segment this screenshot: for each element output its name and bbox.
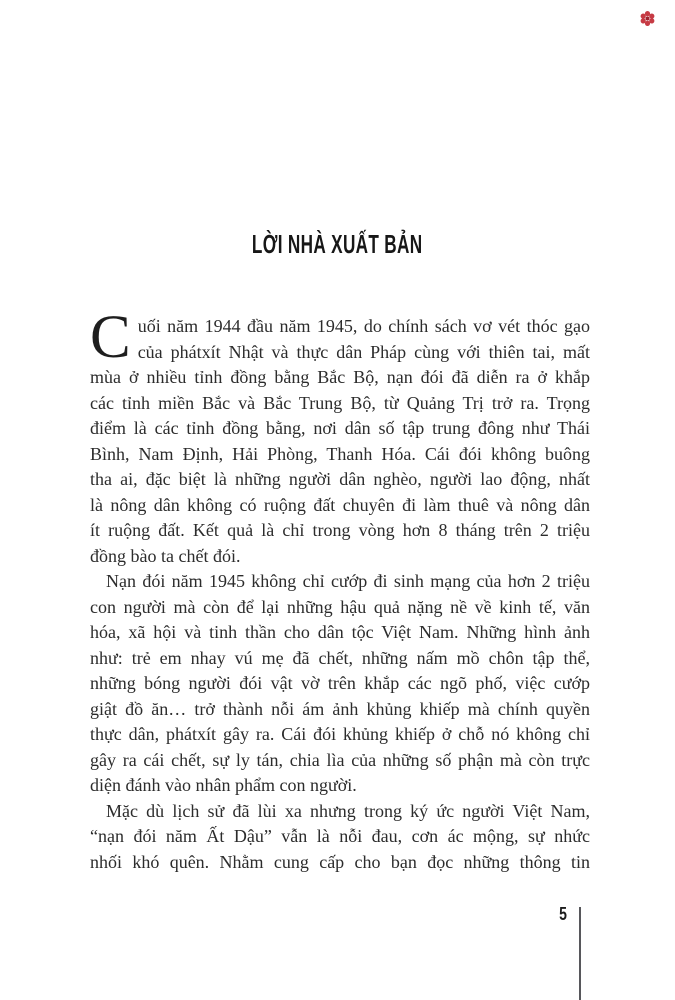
text-line: hóa, xã hội và tinh thần cho dân tộc Việt Nam. Những hình ảnh: [90, 622, 590, 642]
text-line: Mặc dù lịch sử đã lùi xa nhưng trong ký ức người Việt Nam,: [106, 800, 590, 821]
text-line: gây ra cái chết, sự ly tán, chia lìa của những số phận mà còn trực: [90, 749, 590, 770]
text-line: như: trẻ em nhay vú mẹ đã chết, những nấm mồ chôn tập thể,: [90, 647, 590, 668]
text-line: tha ai, đặc biệt là những người dân nghèo, người lao động, nhất: [90, 469, 590, 489]
text-line: uối năm 1944 đầu năm 1945, do chính sách vơ vét thóc gạo: [137, 316, 590, 336]
text-line: điểm là các tỉnh đồng bằng, nơi dân số tập trung đông như Thái: [90, 418, 590, 438]
flower-icon: [639, 10, 656, 27]
text-line: Nạn đói năm 1945 không chỉ cướp đi sinh mạng của hơn 2 triệu: [106, 571, 590, 591]
text-line: những bóng người đói vật vờ trên khắp các ngõ phố, việc cướp: [90, 673, 590, 693]
text-line: đồng bào ta chết đói.: [90, 545, 241, 566]
text-line: nhối khó quên. Nhằm cung cấp cho bạn đọc những thông tin: [90, 851, 590, 872]
text-line: thực dân, phátxít gây ra. Cái đói khủng khiếp ở chỗ nó không chỉ: [90, 724, 590, 744]
drop-cap: C: [90, 304, 131, 371]
text-line: diện đánh vào nhân phẩm con người.: [90, 775, 357, 795]
page-title-text: LỜI NHÀ XUẤT BẢN: [252, 229, 423, 259]
text-line: Bình, Nam Định, Hải Phòng, Thanh Hóa. Cái đói không buông: [90, 443, 590, 464]
text-line: là nông dân không có ruộng đất chuyên đi làm thuê và nông dân: [90, 494, 590, 515]
text-line: “nạn đói năm Ất Dậu” vẫn là nỗi đau, cơn ác mộng, sự nhức: [90, 826, 590, 846]
text-line: các tỉnh miền Bắc và Bắc Trung Bộ, từ Quảng Trị trở ra. Trọng: [90, 392, 590, 413]
paragraph: [90, 799, 590, 876]
text-line: con người mà còn để lại những hậu quả nặng nề về kinh tế, văn: [90, 596, 590, 617]
text-line: ít ruộng đất. Kết quả là chỉ trong vòng hơn 8 tháng trên 2 triệu: [90, 520, 590, 540]
page-title: [0, 229, 675, 259]
text-line: của phátxít Nhật và thực dân Pháp cùng với thiên tai, mất: [137, 341, 590, 362]
footer-rule: [579, 907, 581, 1000]
text-line: mùa ở nhiều tỉnh đồng bằng Bắc Bộ, nạn đói đã diễn ra ở khắp: [90, 367, 590, 387]
text-line: giật đồ ăn… trở thành nỗi ám ảnh khủng khiếp mà chính quyền: [90, 698, 590, 719]
paragraph: [90, 304, 590, 569]
page-number: 5: [559, 904, 567, 924]
paragraph: [90, 569, 590, 799]
body-text: [90, 304, 590, 875]
